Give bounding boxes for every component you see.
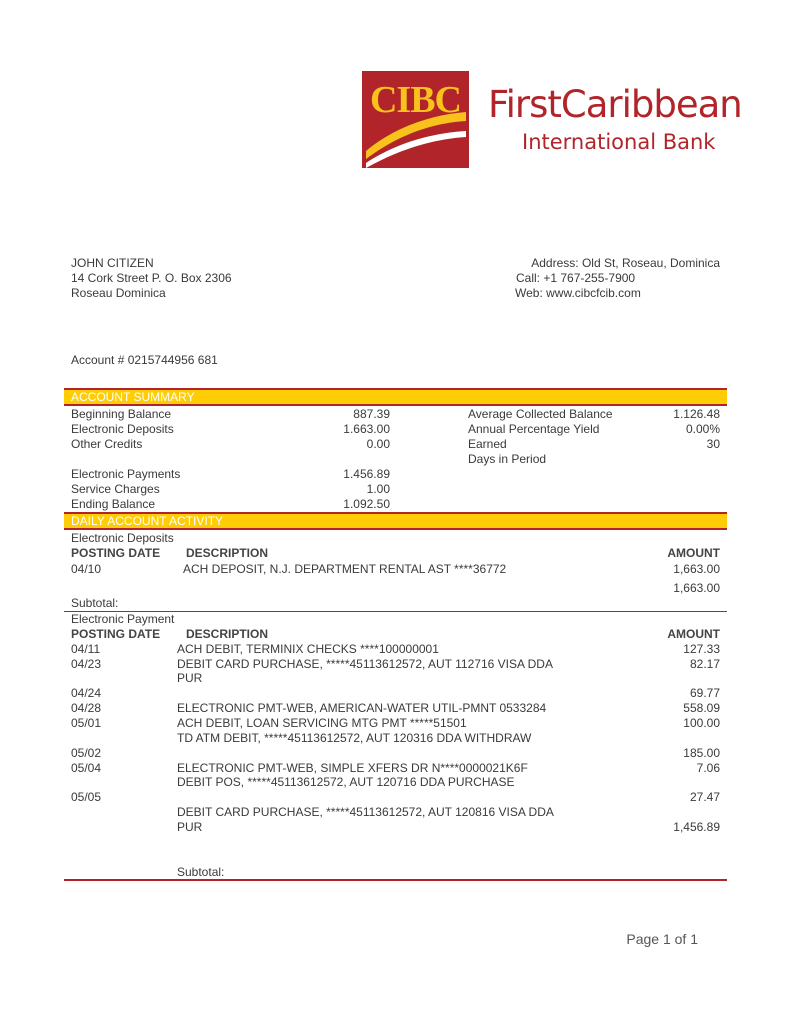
transaction-amount: 27.47 — [689, 790, 720, 804]
posting-date: 04/10 — [71, 562, 102, 576]
summary-value: 0.00% — [685, 422, 720, 436]
posting-date: 04/11 — [71, 642, 101, 656]
daily-activity-title: DAILY ACCOUNT ACTIVITY — [71, 514, 224, 528]
transaction-description: PUR — [177, 671, 203, 685]
posting-date: 05/02 — [71, 746, 102, 760]
col-description: DESCRIPTION — [186, 627, 269, 641]
posting-date: 04/28 — [71, 701, 102, 715]
summary-value: 1.092.50 — [343, 497, 390, 511]
summary-label: Earned — [468, 437, 507, 451]
transaction-description: PUR — [177, 820, 203, 834]
cibc-logo — [362, 71, 469, 168]
transaction-description: ELECTRONIC PMT-WEB, SIMPLE XFERS DR N****0000021K6F — [177, 761, 528, 775]
account-summary-title: ACCOUNT SUMMARY — [71, 390, 195, 404]
customer-city: Roseau Dominica — [71, 286, 166, 300]
col-posting-date: POSTING DATE — [71, 546, 161, 560]
summary-label: Other Credits — [71, 437, 143, 451]
bank-web: Web: www.cibcfcib.com — [515, 286, 641, 300]
account-summary-bar — [64, 388, 727, 406]
posting-date: 04/24 — [71, 686, 102, 700]
summary-value: 1.456.89 — [343, 467, 390, 481]
posting-date: 05/04 — [71, 761, 102, 775]
payments-subtotal-value: 1,456.89 — [673, 820, 720, 834]
transaction-amount: 7.06 — [696, 761, 720, 775]
transaction-description: ACH DEBIT, LOAN SERVICING MTG PMT *****51501 — [177, 716, 467, 730]
transaction-amount: 558.09 — [683, 701, 720, 715]
transaction-description: ELECTRONIC PMT-WEB, AMERICAN-WATER UTIL-PMNT 0533284 — [177, 701, 547, 715]
summary-label: Beginning Balance — [71, 407, 172, 421]
payments-section-title: Electronic Payment — [71, 612, 175, 626]
transaction-amount: 100.00 — [683, 716, 720, 730]
brand-name: FirstCaribbean — [488, 83, 742, 126]
transaction-description: TD ATM DEBIT, *****45113612572, AUT 120316 DDA WITHDRAW — [177, 731, 532, 745]
summary-value: 1.00 — [366, 482, 390, 496]
summary-label: Average Collected Balance — [468, 407, 613, 421]
customer-street: 14 Cork Street P. O. Box 2306 — [71, 271, 232, 285]
summary-value: 1.663.00 — [343, 422, 390, 436]
transaction-description: DEBIT POS, *****45113612572, AUT 120716 DDA PURCHASE — [177, 775, 515, 789]
transaction-description: DEBIT CARD PURCHASE, *****45113612572, AUT 120816 VISA DDA — [177, 805, 554, 819]
summary-label: Electronic Deposits — [71, 422, 174, 436]
customer-name: JOHN CITIZEN — [71, 256, 154, 270]
daily-activity-bar — [64, 512, 727, 530]
page-number: Page 1 of 1 — [626, 931, 698, 947]
logo-text: CIBC — [369, 79, 462, 121]
deposits-section-title: Electronic Deposits — [71, 531, 174, 545]
summary-value: 1.126.48 — [673, 407, 720, 421]
payments-subtotal-label: Subtotal: — [177, 865, 225, 879]
col-amount: AMOUNT — [667, 627, 720, 641]
deposits-subtotal-label: Subtotal: — [71, 596, 119, 610]
deposits-subtotal-value: 1,663.00 — [673, 581, 720, 595]
summary-label: Electronic Payments — [71, 467, 181, 481]
transaction-description: ACH DEBIT, TERMINIX CHECKS ****100000001 — [177, 642, 439, 656]
col-description: DESCRIPTION — [186, 546, 269, 560]
section-end-rule — [64, 879, 727, 881]
summary-value: 0.00 — [366, 437, 390, 451]
posting-date: 05/01 — [71, 716, 102, 730]
col-amount: AMOUNT — [667, 546, 720, 560]
summary-label: Service Charges — [71, 482, 160, 496]
posting-date: 04/23 — [71, 657, 102, 671]
summary-label: Ending Balance — [71, 497, 156, 511]
summary-value: 30 — [706, 437, 720, 451]
transaction-amount: 1,663.00 — [673, 562, 720, 576]
bank-phone: Call: +1 767-255-7900 — [516, 271, 636, 285]
transaction-description: ACH DEPOSIT, N.J. DEPARTMENT RENTAL AST ****36772 — [183, 562, 507, 576]
transaction-amount: 185.00 — [683, 746, 720, 760]
transaction-amount: 82.17 — [689, 657, 720, 671]
summary-label: Annual Percentage Yield — [468, 422, 600, 436]
col-posting-date: POSTING DATE — [71, 627, 161, 641]
summary-label: Days in Period — [468, 452, 547, 466]
logo-swoosh-icon — [362, 71, 469, 168]
brand-subtitle: International Bank — [522, 130, 716, 154]
posting-date: 05/05 — [71, 790, 102, 804]
transaction-amount: 127.33 — [683, 642, 720, 656]
bank-address: Address: Old St, Roseau, Dominica — [531, 256, 720, 270]
transaction-description: DEBIT CARD PURCHASE, *****45113612572, AUT 112716 VISA DDA — [177, 657, 553, 671]
summary-value: 887.39 — [353, 407, 390, 421]
account-number: Account # 0215744956 681 — [71, 353, 218, 367]
transaction-amount: 69.77 — [689, 686, 720, 700]
